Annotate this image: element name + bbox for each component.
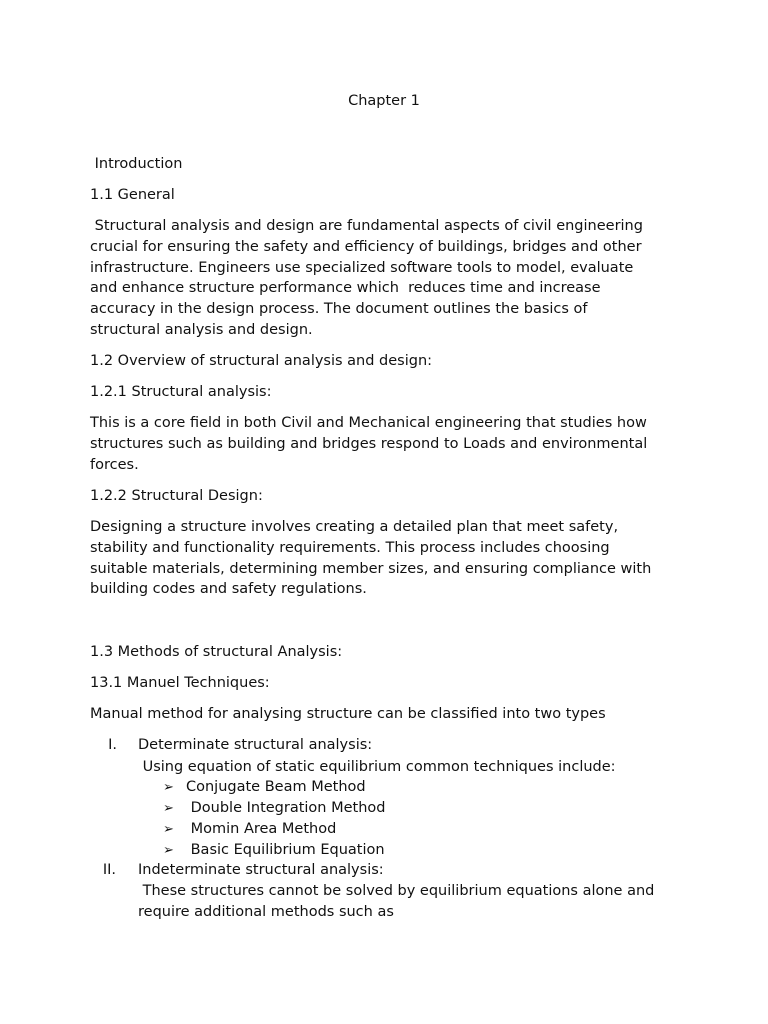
arrow-bullet-icon: ➢ bbox=[163, 780, 174, 795]
list-marker-roman-2: II. bbox=[102, 862, 116, 878]
design-paragraph-line: building codes and safety regulations. bbox=[90, 581, 367, 598]
bullet-item: Basic Equilibrium Equation bbox=[186, 842, 385, 858]
arrow-bullet-icon: ➢ bbox=[163, 843, 174, 858]
manual-intro: Manual method for analysing structure can be classified into two types bbox=[90, 706, 606, 722]
design-paragraph-line: suitable materials, determining member sizes, and ensuring compliance with bbox=[90, 560, 652, 577]
general-paragraph-line: Structural analysis and design are fundamental aspects of civil engineering bbox=[90, 218, 643, 234]
item1-label: Determinate structural analysis: bbox=[138, 737, 373, 753]
list-marker-roman-1: I. bbox=[108, 737, 117, 753]
bullet-item: Double Integration Method bbox=[186, 800, 386, 816]
methods-heading: 1.3 Methods of structural Analysis: bbox=[90, 644, 343, 660]
overview-heading: 1.2 Overview of structural analysis and design: bbox=[90, 353, 433, 369]
general-paragraph-line: infrastructure. Engineers use specialized software tools to model, evaluate bbox=[90, 259, 634, 276]
manual-heading: 13.1 Manuel Techniques: bbox=[90, 675, 270, 691]
analysis-paragraph-line: forces. bbox=[90, 456, 139, 473]
design-paragraph-line: Designing a structure involves creating a detailed plan that meet safety, bbox=[90, 519, 619, 535]
general-paragraph-line: accuracy in the design process. The document outlines the basics of bbox=[90, 301, 588, 318]
general-paragraph-line: crucial for ensuring the safety and efficiency of buildings, bridges and other bbox=[90, 238, 642, 255]
bullet-item: Conjugate Beam Method bbox=[186, 779, 366, 795]
general-paragraph-line: and enhance structure performance which reduces time and increase bbox=[90, 280, 601, 297]
analysis-paragraph-line: This is a core field in both Civil and Mechanical engineering that studies how bbox=[90, 415, 647, 431]
chapter-title: Chapter 1 bbox=[348, 93, 420, 109]
design-paragraph bbox=[90, 517, 690, 600]
item1-description: Using equation of static equilibrium common techniques include: bbox=[138, 759, 616, 775]
general-paragraph-line: structural analysis and design. bbox=[90, 321, 313, 338]
item2-description-line: require additional methods such as bbox=[138, 904, 394, 920]
analysis-paragraph bbox=[90, 413, 690, 475]
general-heading: 1.1 General bbox=[90, 187, 175, 203]
arrow-bullet-icon: ➢ bbox=[163, 822, 174, 837]
general-paragraph bbox=[90, 216, 690, 341]
design-paragraph-line: stability and functionality requirements. This process includes choosing bbox=[90, 539, 610, 556]
bullet-item: Momin Area Method bbox=[186, 821, 337, 837]
arrow-bullet-icon: ➢ bbox=[163, 801, 174, 816]
analysis-heading: 1.2.1 Structural analysis: bbox=[90, 384, 272, 400]
analysis-paragraph-line: structures such as building and bridges respond to Loads and environmental bbox=[90, 435, 648, 452]
introduction-heading: Introduction bbox=[90, 156, 183, 172]
design-heading: 1.2.2 Structural Design: bbox=[90, 488, 263, 504]
item2-label: Indeterminate structural analysis: bbox=[138, 862, 384, 878]
item2-description-line: These structures cannot be solved by equilibrium equations alone and bbox=[138, 883, 655, 899]
